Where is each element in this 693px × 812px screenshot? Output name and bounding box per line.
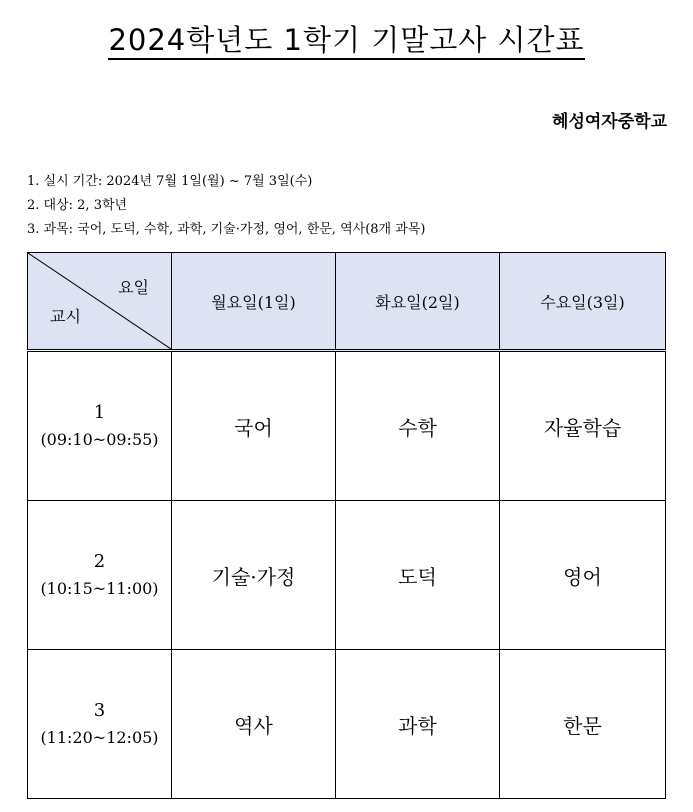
exam-info: [27, 170, 425, 242]
period-cell: [28, 501, 172, 650]
period-cell: [28, 650, 172, 799]
subject-cell: 자율학습: [500, 351, 666, 501]
period-time: (11:20~12:05): [40, 728, 159, 747]
info-subjects: 3. 과목: 국어, 도덕, 수학, 과학, 기술·가정, 영어, 한문, 역사(8개 과목): [27, 222, 426, 237]
header-tuesday: 화요일(2일): [336, 253, 500, 351]
subject-cell: 기술·가정: [172, 501, 336, 650]
subject-cell: 역사: [172, 650, 336, 799]
period-number: 3: [93, 700, 106, 721]
corner-cell: [28, 253, 172, 351]
subject-cell: 수학: [336, 351, 500, 501]
info-period: 1. 실시 기간: 2024년 7월 1일(월) ~ 7월 3일(수): [27, 174, 313, 189]
exam-timetable: [27, 252, 666, 799]
header-row: [28, 253, 666, 351]
subject-cell: 국어: [172, 351, 336, 501]
period-time: (10:15~11:00): [40, 579, 159, 598]
subject-cell: 영어: [500, 501, 666, 650]
period-time: (09:10~09:55): [40, 430, 159, 449]
header-monday: 월요일(1일): [172, 253, 336, 351]
corner-period-label: 교시: [50, 307, 81, 326]
page-title: [0, 18, 693, 59]
diagonal-line: [28, 253, 171, 349]
period-number: 1: [93, 402, 106, 423]
page-title-text: 2024학년도 1학기 기말고사 시간표: [108, 23, 584, 60]
table-row: [28, 650, 666, 799]
table-row: [28, 351, 666, 501]
header-wednesday: 수요일(3일): [500, 253, 666, 351]
period-cell: [28, 351, 172, 501]
subject-cell: 한문: [500, 650, 666, 799]
subject-cell: 과학: [336, 650, 500, 799]
period-number: 2: [93, 551, 106, 572]
school-name: 혜성여자중학교: [552, 112, 667, 132]
subject-cell: 도덕: [336, 501, 500, 650]
table-row: [28, 501, 666, 650]
corner-day-label: 요일: [118, 278, 149, 297]
info-target: 2. 대상: 2, 3학년: [27, 198, 128, 213]
